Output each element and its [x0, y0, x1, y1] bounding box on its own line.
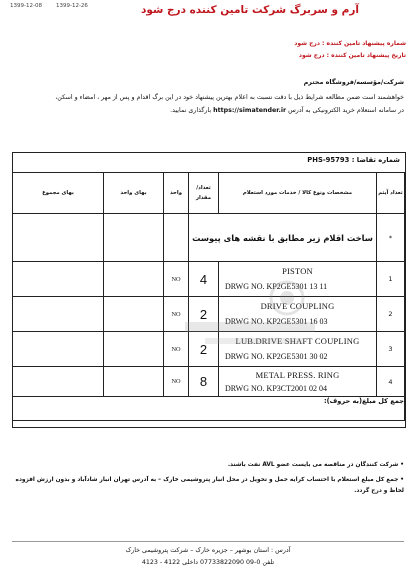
table-row — [13, 367, 405, 397]
row-drawing-number: DRWG NO. KP2GE5301 16 03 — [225, 317, 328, 326]
intro-paragraph — [10, 91, 404, 117]
footer-divider — [12, 541, 404, 542]
row-unit: NO — [164, 297, 189, 332]
row-description — [219, 297, 377, 332]
header-unit: واحد — [164, 173, 189, 214]
tender-url[interactable]: https://simatender.ir — [213, 107, 287, 114]
section-row — [13, 214, 405, 262]
header-total-price: بهای مجموع — [13, 173, 104, 214]
items-table — [12, 172, 405, 421]
addressee: شرکت/مؤسسه/فروشگاه محترم — [303, 78, 404, 86]
row-drawing-number: DRWG NO. KP2GE5301 13 11 — [225, 282, 328, 291]
row-drawing-number: DRWG NO. KP2GE5301 30 02 — [225, 352, 328, 361]
row-item-name: METAL PRESS. RING — [255, 369, 340, 380]
row-quantity: 2 — [189, 332, 219, 367]
table-header-row — [13, 173, 405, 214]
row-total-price[interactable] — [13, 297, 104, 332]
section-title: ساخت اقلام زیر مطابق با نقشه های پیوست — [189, 214, 377, 262]
row-number: 2 — [377, 297, 405, 332]
note-avl: • شرکت کنندگان در مناقصه می بایست عضو AVL نفت باشند. — [227, 462, 404, 468]
row-total-price[interactable] — [13, 332, 104, 367]
section-unit-cell — [164, 214, 189, 262]
header-description: مشخصات ونوع کالا / خدمات مورد استعلام — [219, 173, 377, 214]
row-unit-price[interactable] — [104, 262, 164, 297]
header-title: آرم و سربرگ شرکت تامین کننده درج شود — [141, 4, 359, 16]
header-dates — [10, 3, 88, 9]
row-unit: NO — [164, 332, 189, 367]
row-total-price[interactable] — [13, 367, 104, 397]
footer-address: آدرس : استان بوشهر – جزیره خارک – شرکت پتروشیمی خارک — [125, 547, 291, 554]
header-item-count: تعداد آیتم — [377, 173, 405, 214]
row-unit-price[interactable] — [104, 367, 164, 397]
header-quantity: تعداد/ مقدار — [189, 173, 219, 214]
row-total-price[interactable] — [13, 262, 104, 297]
row-quantity: 4 — [189, 262, 219, 297]
intro-line-2-after: بارگذاری نمایید. — [170, 107, 212, 114]
row-description — [219, 367, 377, 397]
row-unit: NO — [164, 367, 189, 397]
row-description — [219, 332, 377, 367]
total-amount-label[interactable]: جمع کل مبلغ(به حروف): — [13, 397, 405, 421]
footer-phones: تلفن 0-09 07733822090 داخلی 4122 - 4123 — [141, 559, 275, 566]
intro-line-2-before: در سامانه استعلام خرید الکترونیکی به آدرس — [288, 107, 404, 114]
row-quantity: 2 — [189, 297, 219, 332]
section-num: * — [377, 214, 405, 262]
row-item-name: LUB.DRIVE SHAFT COUPLING — [235, 336, 360, 346]
date-second: 1399-12-08 — [10, 3, 42, 9]
total-row — [13, 397, 405, 421]
proposal-date: تاریخ پیشنهاد تامین کننده : درج شود — [298, 52, 406, 59]
note-delivery: • جمع کل مبلغ استعلام با احتساب کرایه حمل و تحویل در محل انبار پتروشیمی خارک – به آدرس تهران انبار شادآباد و بدون ارزش افزوده لحاظ و درج گردد. — [15, 477, 404, 494]
date-first: 1399-12-26 — [55, 3, 88, 9]
proposal-number: شماره پیشنهاد تامین کننده : درج شود — [294, 40, 406, 47]
intro-line-2 — [10, 104, 404, 117]
table-row — [13, 297, 405, 332]
row-number: 1 — [377, 262, 405, 297]
row-item-name: PISTON — [282, 266, 313, 276]
row-unit-price[interactable] — [104, 297, 164, 332]
section-uprice-cell — [104, 214, 164, 262]
row-unit-price[interactable] — [104, 332, 164, 367]
row-number: 3 — [377, 332, 405, 367]
table-row — [13, 262, 405, 297]
row-description — [219, 262, 377, 297]
intro-line-1: خواهشمند است ضمن مطالعه شرایط ذیل با دقت نسبت به اعلام بهترین پیشنهاد خود در این برگ اقدام و پس از مهر ، امضاء و اسکن، — [55, 94, 404, 101]
row-drawing-number: DRWG NO. KP3CT2001 02 04 — [225, 383, 328, 393]
table-row — [13, 332, 405, 367]
row-number: 4 — [377, 367, 405, 397]
header-unit-price: بهای واحد — [104, 173, 164, 214]
section-total-cell — [13, 214, 104, 262]
inquiry-number: شماره تقاضا : PHS-95793 — [307, 156, 400, 164]
row-unit: NO — [164, 262, 189, 297]
row-quantity: 8 — [189, 367, 219, 397]
row-item-name: DRIVE COUPLING — [260, 301, 335, 311]
